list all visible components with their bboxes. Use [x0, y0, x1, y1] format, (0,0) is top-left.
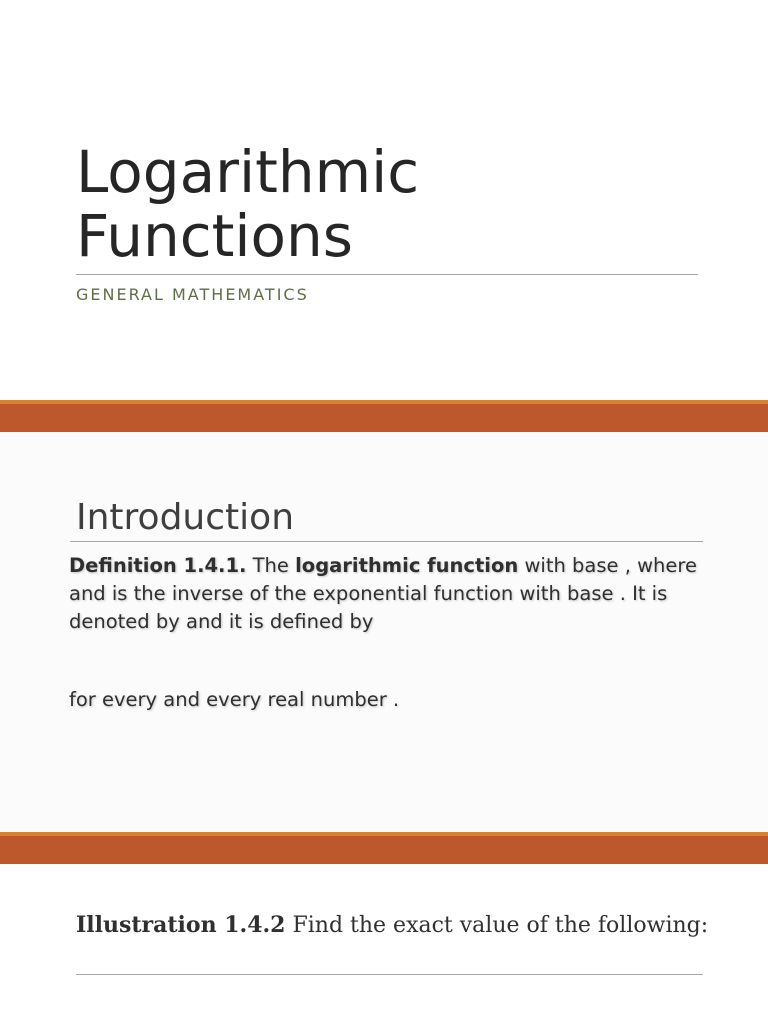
title-slide [0, 0, 768, 400]
slide-subtitle: GENERAL MATHEMATICS [76, 285, 309, 304]
condition-text: for every and every real number . [69, 688, 400, 711]
slide-title [76, 140, 696, 268]
slide-divider-band [0, 404, 768, 432]
definition-paragraph [69, 552, 709, 636]
illustration-text: Find the exact value of the following: [285, 913, 709, 938]
illustration-divider [76, 974, 703, 975]
definition-text-b: with base , where and is the inverse of the exponential function with base . It is denoted by and it is defined by [69, 554, 698, 633]
heading-divider [70, 541, 703, 542]
slide-divider-band-2 [0, 836, 768, 864]
illustration-prompt [76, 909, 708, 942]
title-line-2: Functions [76, 202, 353, 270]
definition-text-a: The [246, 554, 296, 577]
definition-term: logarithmic function [295, 554, 519, 577]
title-divider [76, 274, 698, 275]
title-line-1: Logarithmic [76, 138, 420, 206]
introduction-heading: Introduction [76, 497, 295, 538]
definition-label: Definition 1.4.1. [69, 554, 247, 577]
illustration-label: Illustration 1.4.2 [76, 912, 286, 938]
